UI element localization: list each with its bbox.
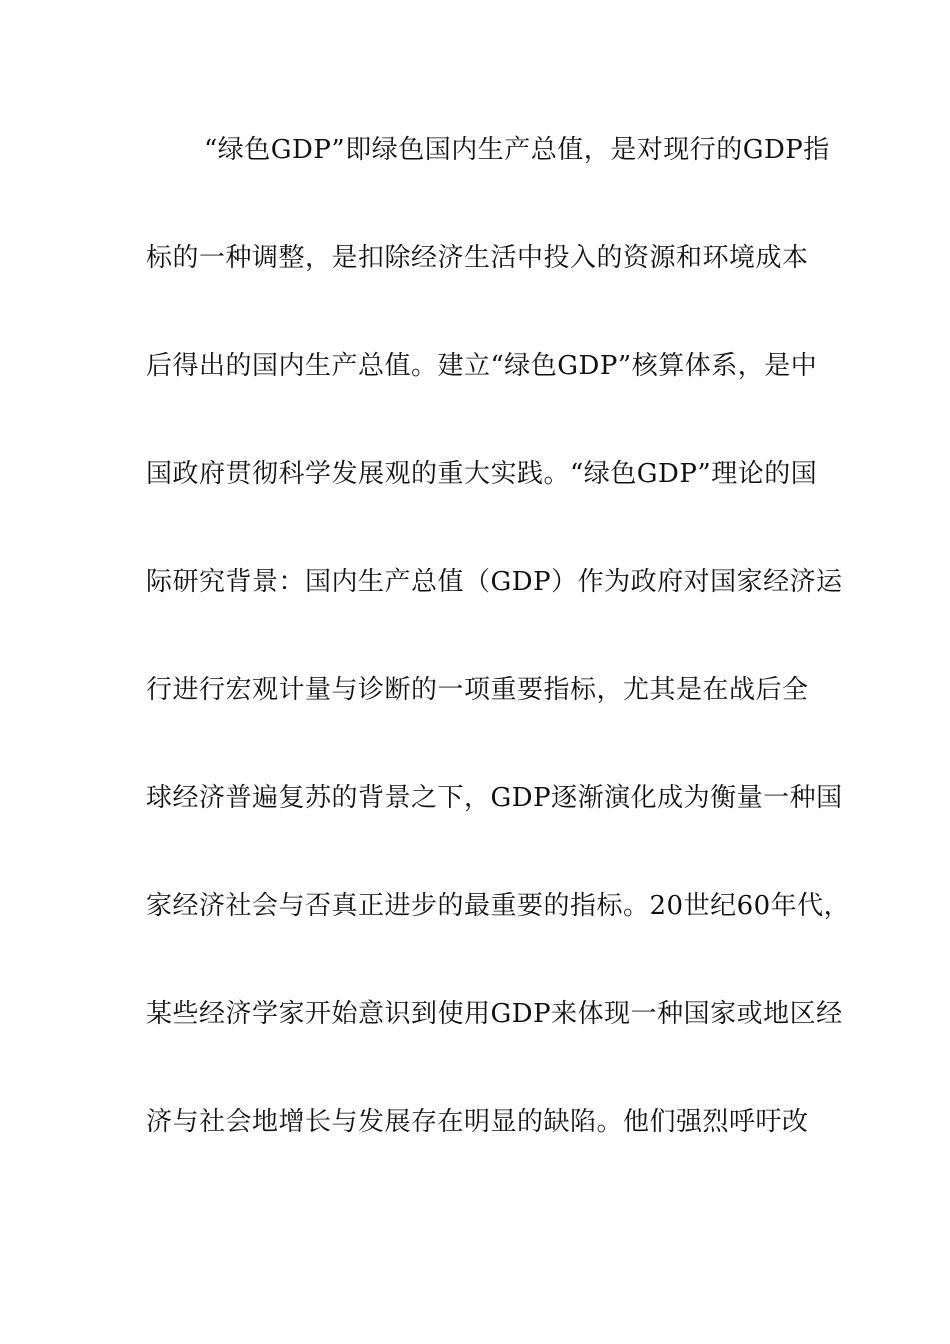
paragraph-line-6: 行进行宏观计量与诊断的一项重要指标，尤其是在战后全 [146,675,809,705]
paragraph-line-8: 家经济社会与否真正进步的最重要的指标。20世纪60年代， [146,891,851,921]
paragraph-line-5: 际研究背景：国内生产总值（GDP）作为政府对国家经济运 [146,567,843,597]
paragraph-line-1: “绿色GDP”即绿色国内生产总值，是对现行的GDP指 [204,135,830,165]
paragraph-line-7: 球经济普遍复苏的背景之下，GDP逐渐演化成为衡量一种国 [146,783,843,813]
paragraph-line-4: 国政府贯彻科学发展观的重大实践。“绿色GDP”理论的国 [146,459,818,489]
paragraph-line-10: 济与社会地增长与发展存在明显的缺陷。他们强烈呼吁改 [146,1107,809,1137]
paragraph-line-3: 后得出的国内生产总值。建立“绿色GDP”核算体系，是中 [146,351,818,381]
paragraph-line-9: 某些经济学家开始意识到使用GDP来体现一种国家或地区经 [146,999,843,1029]
paragraph-line-2: 标的一种调整，是扣除经济生活中投入的资源和环境成本 [146,243,809,273]
